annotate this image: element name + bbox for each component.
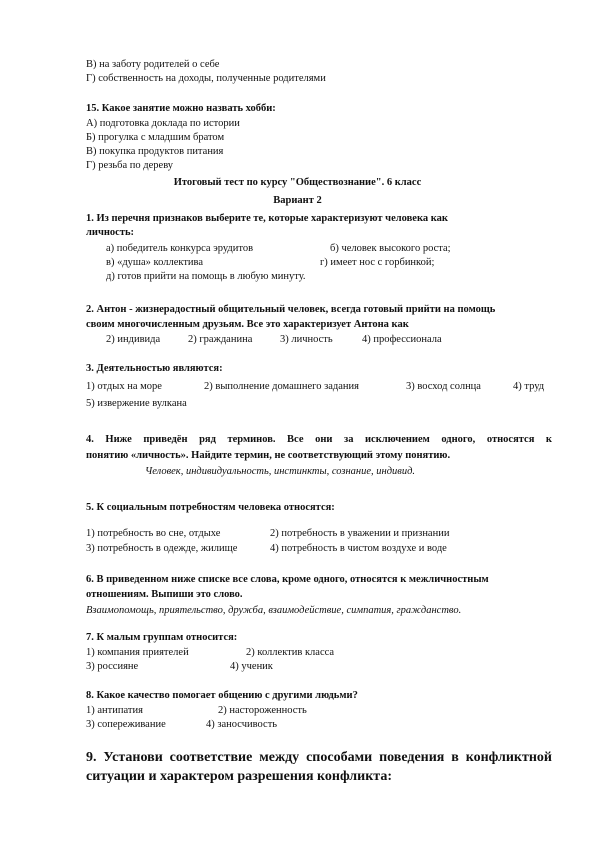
- q1-option-g: г) имеет нос с горбинкой;: [320, 257, 435, 268]
- q1-title-line1: 1. Из перечня признаков выберите те, которые характеризуют человека как: [86, 213, 448, 224]
- q2-title-line2: своим многочисленным друзьям. Все это характеризует Антона как: [86, 319, 409, 330]
- q3-option-3: 3) восход солнца: [406, 381, 481, 392]
- q1-option-b: б) человек высокого роста;: [330, 243, 451, 254]
- q15-title: 15. Какое занятие можно назвать хобби:: [86, 103, 276, 114]
- q2-option-1: 2) индивида: [106, 334, 161, 345]
- q3-option-4: 4) труд: [513, 381, 545, 392]
- q7-option-2: 2) коллектив класса: [246, 647, 335, 658]
- q2-title-line1: 2. Антон - жизнерадостный общительный человек, всегда готовый прийти на помощь: [86, 304, 496, 315]
- q8-option-2: 2) настороженность: [218, 705, 307, 716]
- q15-option-a: А) подготовка доклада по истории: [86, 118, 240, 129]
- q2-option-4: 4) профессионала: [362, 334, 442, 345]
- q1-option-d: д) готов прийти на помощь в любую минуту.: [106, 271, 306, 282]
- q7-title: 7. К малым группам относится:: [86, 632, 238, 643]
- q6-terms: Взаимопомощь, приятельство, дружба, взаимодействие, симпатия, гражданство.: [86, 605, 462, 616]
- q5-title: 5. К социальным потребностям человека относятся:: [86, 502, 335, 513]
- q4-title-line1: 4. Ниже приведён ряд терминов. Все они за исключением одного, относятся к: [86, 434, 552, 445]
- q5-option-3: 3) потребность в одежде, жилище: [86, 543, 238, 554]
- q8-option-4: 4) заносчивость: [206, 719, 278, 730]
- q15-option-g: Г) резьба по дереву: [86, 160, 174, 171]
- q9-title-line2: ситуации и характером разрешения конфликта:: [86, 769, 393, 784]
- q6-title-line1: 6. В приведенном ниже списке все слова, кроме одного, относятся к межличностным: [86, 574, 489, 585]
- q8-option-3: 3) сопереживание: [86, 719, 166, 730]
- q2-option-3: 3) личность: [280, 334, 333, 345]
- test-title: Итоговый тест по курсу "Обществознание". 6 класс: [173, 177, 422, 188]
- q5-option-2: 2) потребность в уважении и признании: [270, 528, 450, 539]
- q3-option-1: 1) отдых на море: [86, 381, 162, 392]
- q2-option-2: 2) гражданина: [188, 334, 253, 345]
- q5-option-4: 4) потребность в чистом воздухе и воде: [270, 543, 447, 554]
- q9-title-line1: 9. Установи соответствие между способами поведения в конфликтной: [86, 750, 552, 765]
- q7-option-1: 1) компания приятелей: [86, 647, 189, 658]
- q4-terms: Человек, индивидуальность, инстинкты, сознание, индивид.: [145, 466, 416, 477]
- q3-title: 3. Деятельностью являются:: [86, 363, 223, 374]
- q6-title-line2: отношениям. Выпиши это слово.: [86, 589, 243, 600]
- q8-title: 8. Какое качество помогает общению с другими людьми?: [86, 690, 358, 701]
- q8-option-1: 1) антипатия: [86, 705, 143, 716]
- q7-option-4: 4) ученик: [230, 661, 273, 672]
- q5-option-1: 1) потребность во сне, отдыхе: [86, 528, 221, 539]
- q1-title-line2: личность:: [86, 227, 135, 238]
- q3-option-2: 2) выполнение домашнего задания: [204, 381, 359, 392]
- q1-option-a: а) победитель конкурса эрудитов: [106, 243, 254, 254]
- variant-title: Вариант 2: [273, 195, 322, 206]
- q15-option-v: В) покупка продуктов питания: [86, 146, 224, 157]
- q3-option-5: 5) извержение вулкана: [86, 398, 187, 409]
- prev-option-v: В) на заботу родителей о себе: [86, 59, 220, 70]
- q4-title-line2: понятию «личность». Найдите термин, не соответствующий этому понятию.: [86, 450, 451, 461]
- q1-option-v: в) «душа» коллектива: [106, 257, 204, 268]
- prev-option-g: Г) собственность на доходы, полученные родителями: [86, 73, 326, 84]
- q15-option-b: Б) прогулка с младшим братом: [86, 132, 225, 143]
- q7-option-3: 3) россияне: [86, 661, 139, 672]
